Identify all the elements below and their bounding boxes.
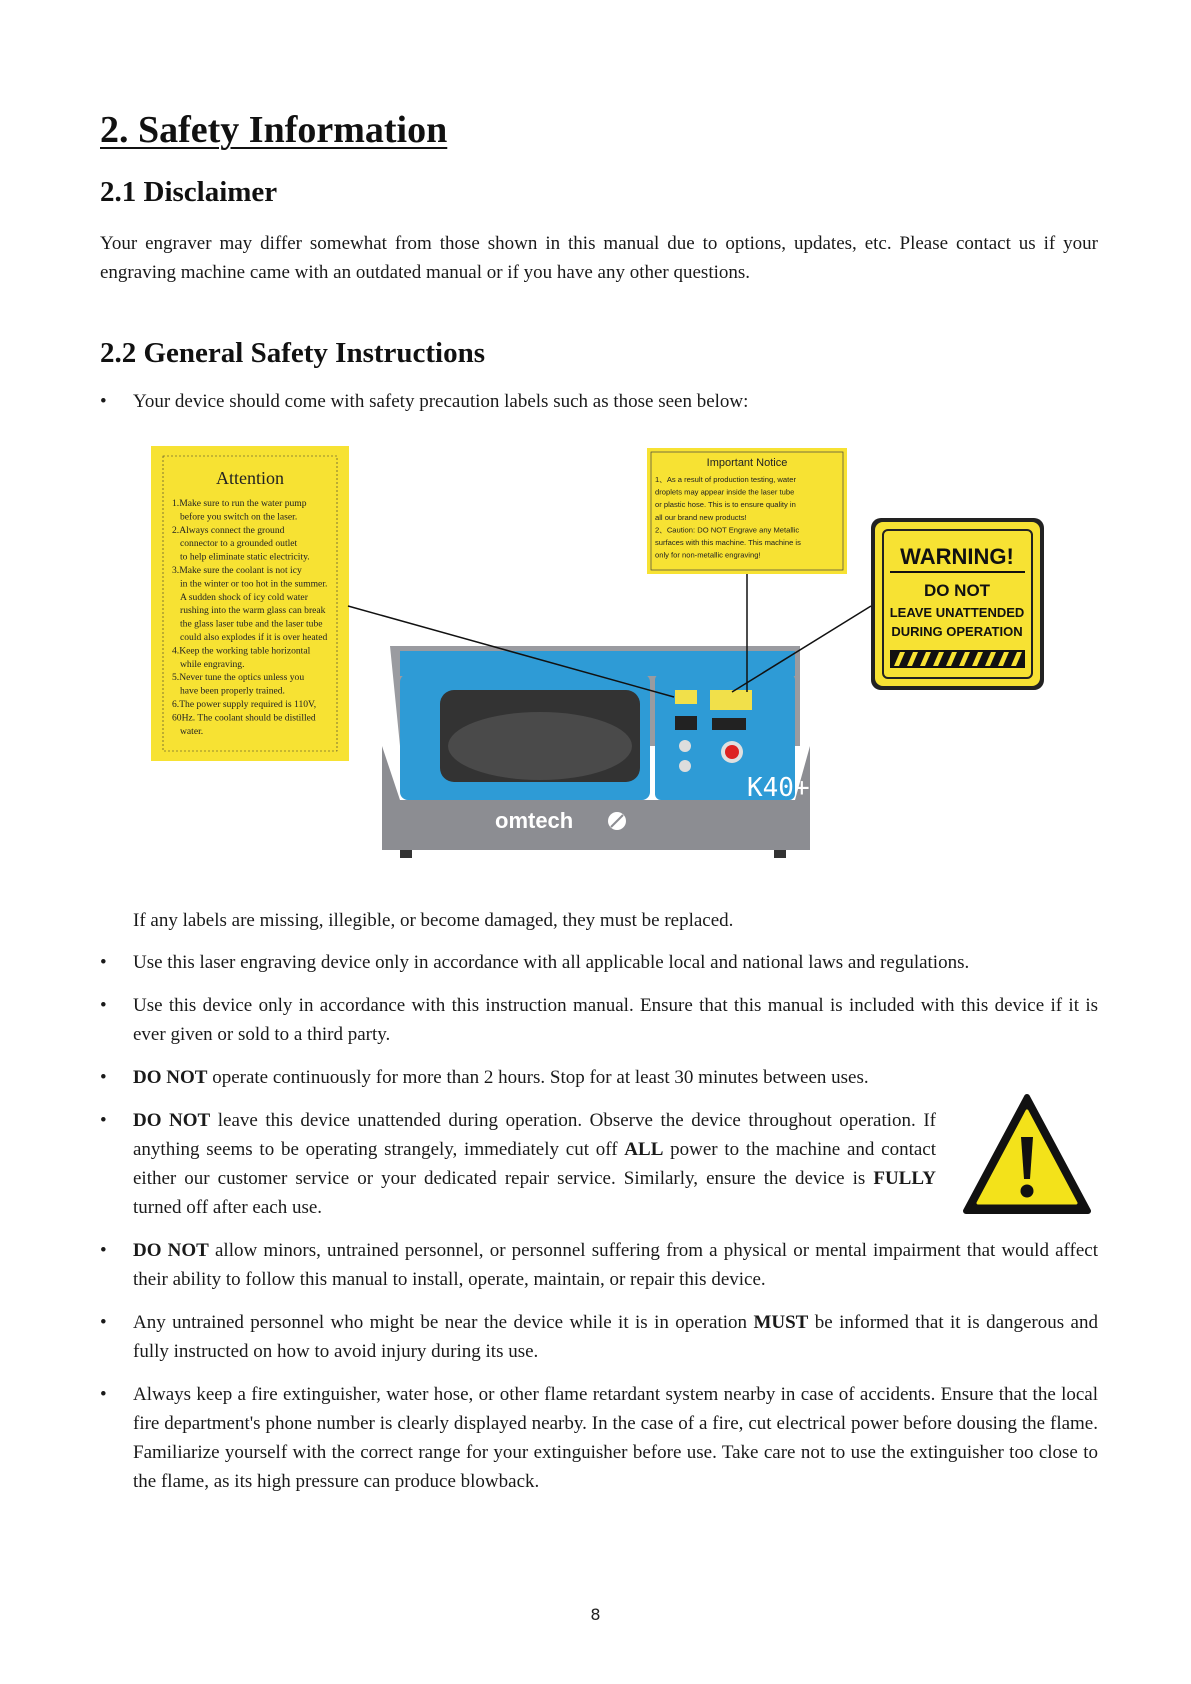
disclaimer-heading: 2.1 Disclaimer [100, 176, 278, 208]
attention-line: 5.Never tune the optics unless you [172, 672, 305, 684]
attention-line: 4.Keep the working table horizontal [172, 645, 311, 657]
important-notice-label [647, 448, 847, 574]
attention-line: 6.The power supply required is 110V, [172, 699, 317, 710]
bullet-dot: • [100, 391, 107, 412]
bullet-text: Any untrained personnel who might be near the device while it is in operation MUST be informed that it is dangerous and fully instructed on how to avoid injury during its use. [133, 1312, 1098, 1362]
notice-line: all our brand new products! [655, 512, 747, 522]
disclaimer-text: Your engraver may differ somewhat from those shown in this manual due to options, updates, etc. Please contact us if your engraving machine came with an outdated manual or if you have any other questions. [100, 233, 1098, 283]
attention-line: 60Hz. The coolant should be distilled [172, 712, 316, 724]
warning-line1: DO NOT [923, 581, 991, 600]
attention-label [151, 446, 349, 761]
laser-engraver-machine [382, 646, 810, 858]
warning-label [871, 518, 1044, 690]
machine-lid-blue [400, 651, 795, 676]
attention-line: while engraving. [180, 658, 245, 670]
attention-line: to help eliminate static electricity. [180, 551, 310, 563]
attention-line: 2.Always connect the ground [172, 524, 285, 536]
warning-line3: DURING OPERATION [891, 624, 1023, 639]
attention-line: A sudden shock of icy cold water [180, 591, 308, 603]
attention-line: the glass laser tube and the laser tube [180, 618, 323, 630]
safety-labels-figure [150, 446, 1050, 876]
attention-title: Attention [216, 468, 284, 488]
bullet-text: Always keep a fire extinguisher, water hose, or other flame retardant system nearby in case of accidents. Ensure that the local fire department's phone number is clearly displayed nearby. In the case of a fire, cut electrical power before dousing the flame. Familiarize yourself with the correct range for your extinguisher before use. Take care not to use the extinguisher too close to the flame, as its high pressure can produce blowback. [133, 1384, 1098, 1492]
notice-line: surfaces with this machine. This machine is [655, 538, 801, 547]
attention-line: in the winter or too hot in the summer. [180, 578, 328, 590]
general-safety-heading: 2.2 General Safety Instructions [100, 337, 486, 369]
notice-title: Important Notice [706, 457, 788, 469]
attention-line: 1.Make sure to run the water pump [172, 498, 307, 509]
warning-line2: LEAVE UNATTENDED [889, 605, 1025, 620]
warning-title: WARNING! [900, 544, 1014, 569]
notice-line: only for non-metallic engraving! [655, 550, 761, 560]
attention-line: connector to a grounded outlet [180, 538, 298, 550]
machine-model: K40+ [747, 773, 810, 803]
attention-line: 3.Make sure the coolant is not icy [172, 565, 302, 576]
bullet-text: Your device should come with safety precaution labels such as those seen below: [133, 391, 749, 412]
attention-line: water. [180, 725, 204, 737]
bullet-text: Use this device only in accordance with this instruction manual. Ensure that this manual is included with this device if it is ever given or sold to a third party. [133, 995, 1098, 1045]
bullet-text: DO NOT operate continuously for more than 2 hours. Stop for at least 30 minutes between uses. [133, 1067, 869, 1088]
bullet-text: Use this laser engraving device only in accordance with all applicable local and national laws and regulations. [133, 952, 970, 973]
after-figure-text: If any labels are missing, illegible, or become damaged, they must be replaced. [133, 910, 734, 931]
attention-line: could also explodes if it is over heated [180, 632, 328, 643]
notice-line: droplets may appear inside the laser tube [655, 487, 795, 497]
attention-line: before you switch on the laser. [180, 511, 298, 523]
warning-triangle-icon [962, 1093, 1092, 1218]
machine-front [382, 800, 810, 850]
notice-line: 2、Caution: DO NOT Engrave any Metallic [655, 525, 800, 535]
notice-line: or plastic hose. This is to ensure quality in [655, 500, 796, 510]
attention-line: rushing into the warm glass can break [180, 605, 326, 617]
bullet-text: DO NOT allow minors, untrained personnel, or personnel suffering from a physical or mental impairment that would affect their ability to follow this manual to install, operate, maintain, or repair this device. [133, 1240, 1098, 1290]
page-number: 8 [590, 1605, 601, 1624]
machine-brand: omtech [495, 808, 574, 833]
page-heading: 2. Safety Information [100, 109, 448, 151]
notice-line: 1、As a result of production testing, water [655, 475, 796, 484]
bullet-text: DO NOT leave this device unattended during operation. Observe the device throughout operation. If anything seems to be operating strangely, immediately cut off ALL power to the machine and contact either our customer service or your dedicated repair service. Similarly, ensure the device is FULLY turned off after each use. [133, 1110, 936, 1218]
attention-line: have been properly trained. [180, 685, 285, 697]
